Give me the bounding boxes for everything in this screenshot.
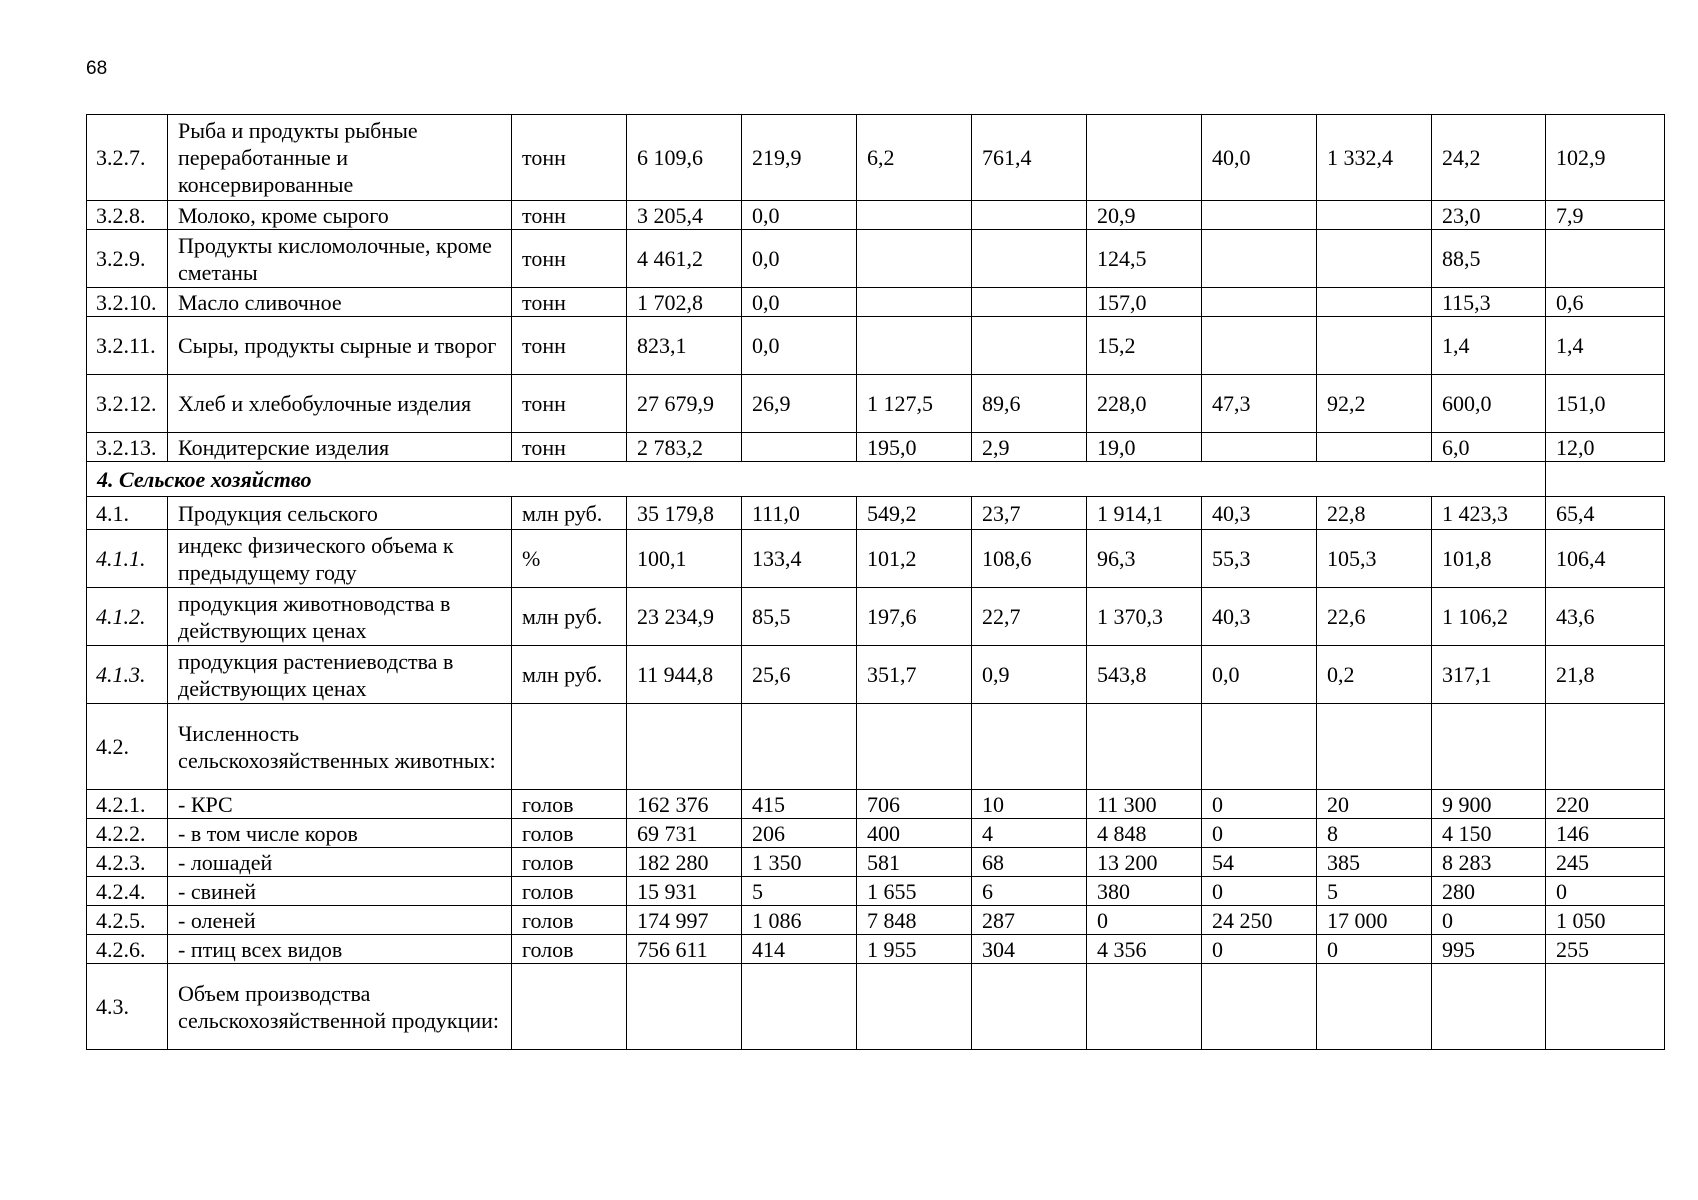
value-cell: 85,5	[742, 588, 857, 646]
row-code: 3.2.8.	[87, 201, 168, 230]
value-cell: 823,1	[627, 317, 742, 375]
value-cell: 195,0	[857, 433, 972, 462]
row-name: продукция животноводства в действующих ценах	[168, 588, 512, 646]
value-cell	[857, 288, 972, 317]
value-cell: 6	[972, 877, 1087, 906]
value-cell	[972, 230, 1087, 288]
value-cell: 35 179,8	[627, 497, 742, 530]
row-unit: голов	[512, 819, 627, 848]
value-cell: 2,9	[972, 433, 1087, 462]
statistics-table	[86, 114, 1665, 1050]
value-cell: 4 356	[1087, 935, 1202, 964]
value-cell: 0	[1317, 935, 1432, 964]
row-name: - в том числе коров	[168, 819, 512, 848]
row-name: Продукты кисломолочные, кроме сметаны	[168, 230, 512, 288]
value-cell: 1 106,2	[1432, 588, 1546, 646]
value-cell: 0	[1087, 906, 1202, 935]
value-cell: 100,1	[627, 530, 742, 588]
row-unit: млн руб.	[512, 497, 627, 530]
value-cell: 995	[1432, 935, 1546, 964]
value-cell: 280	[1432, 877, 1546, 906]
value-cell: 40,0	[1202, 115, 1317, 201]
value-cell	[1317, 317, 1432, 375]
row-code: 4.1.2.	[87, 588, 168, 646]
value-cell	[857, 201, 972, 230]
value-cell: 7,9	[1546, 201, 1665, 230]
table-row	[87, 115, 1665, 201]
value-cell: 151,0	[1546, 375, 1665, 433]
row-code: 4.2.6.	[87, 935, 168, 964]
row-name: индекс физического объема к предыдущему году	[168, 530, 512, 588]
table-row	[87, 588, 1665, 646]
value-cell	[742, 964, 857, 1050]
value-cell: 65,4	[1546, 497, 1665, 530]
row-name: - оленей	[168, 906, 512, 935]
value-cell: 0,2	[1317, 646, 1432, 704]
row-code: 4.1.	[87, 497, 168, 530]
value-cell	[1202, 964, 1317, 1050]
table-row	[87, 375, 1665, 433]
row-unit: голов	[512, 877, 627, 906]
value-cell: 105,3	[1317, 530, 1432, 588]
row-code: 3.2.13.	[87, 433, 168, 462]
row-unit: тонн	[512, 115, 627, 201]
value-cell: 6,0	[1432, 433, 1546, 462]
value-cell	[1432, 704, 1546, 790]
row-unit: тонн	[512, 288, 627, 317]
value-cell: 102,9	[1546, 115, 1665, 201]
table-row	[87, 433, 1665, 462]
value-cell: 108,6	[972, 530, 1087, 588]
value-cell: 304	[972, 935, 1087, 964]
value-cell: 0	[1546, 877, 1665, 906]
value-cell	[1202, 704, 1317, 790]
value-cell: 543,8	[1087, 646, 1202, 704]
value-cell: 88,5	[1432, 230, 1546, 288]
value-cell: 24,2	[1432, 115, 1546, 201]
value-cell: 2 783,2	[627, 433, 742, 462]
value-cell	[1087, 964, 1202, 1050]
value-cell: 22,6	[1317, 588, 1432, 646]
value-cell: 19,0	[1087, 433, 1202, 462]
value-cell	[972, 288, 1087, 317]
value-cell: 10	[972, 790, 1087, 819]
value-cell: 1 702,8	[627, 288, 742, 317]
value-cell: 6 109,6	[627, 115, 742, 201]
value-cell	[1546, 230, 1665, 288]
value-cell: 0,0	[742, 201, 857, 230]
table-row	[87, 877, 1665, 906]
value-cell: 581	[857, 848, 972, 877]
value-cell: 22,8	[1317, 497, 1432, 530]
value-cell: 21,8	[1546, 646, 1665, 704]
table-row	[87, 317, 1665, 375]
value-cell	[627, 704, 742, 790]
row-unit: тонн	[512, 317, 627, 375]
value-cell: 174 997	[627, 906, 742, 935]
table-row	[87, 230, 1665, 288]
value-cell: 101,2	[857, 530, 972, 588]
row-unit: голов	[512, 790, 627, 819]
table-row	[87, 819, 1665, 848]
value-cell	[857, 230, 972, 288]
row-code: 3.2.7.	[87, 115, 168, 201]
value-cell: 385	[1317, 848, 1432, 877]
row-name: Численность сельскохозяйственных животных:	[168, 704, 512, 790]
value-cell: 414	[742, 935, 857, 964]
row-unit: тонн	[512, 433, 627, 462]
value-cell: 197,6	[857, 588, 972, 646]
value-cell: 69 731	[627, 819, 742, 848]
table-row	[87, 646, 1665, 704]
table-row	[87, 935, 1665, 964]
value-cell: 761,4	[972, 115, 1087, 201]
table-row	[87, 288, 1665, 317]
row-name: Продукция сельского	[168, 497, 512, 530]
value-cell: 182 280	[627, 848, 742, 877]
row-unit: голов	[512, 935, 627, 964]
value-cell: 1 332,4	[1317, 115, 1432, 201]
value-cell	[972, 964, 1087, 1050]
value-cell	[1202, 230, 1317, 288]
value-cell: 157,0	[1087, 288, 1202, 317]
value-cell: 0,0	[742, 230, 857, 288]
value-cell: 133,4	[742, 530, 857, 588]
row-unit: млн руб.	[512, 588, 627, 646]
value-cell: 8 283	[1432, 848, 1546, 877]
value-cell: 54	[1202, 848, 1317, 877]
value-cell: 600,0	[1432, 375, 1546, 433]
value-cell: 11 944,8	[627, 646, 742, 704]
row-name: Масло сливочное	[168, 288, 512, 317]
table-row	[87, 848, 1665, 877]
row-code: 4.2.3.	[87, 848, 168, 877]
table-row	[87, 704, 1665, 790]
value-cell: 245	[1546, 848, 1665, 877]
value-cell: 20	[1317, 790, 1432, 819]
row-code: 3.2.10.	[87, 288, 168, 317]
value-cell	[1087, 704, 1202, 790]
value-cell	[1317, 964, 1432, 1050]
value-cell: 6,2	[857, 115, 972, 201]
value-cell: 47,3	[1202, 375, 1317, 433]
value-cell: 0,0	[742, 317, 857, 375]
value-cell: 1 127,5	[857, 375, 972, 433]
table-body	[87, 115, 1665, 1050]
row-unit	[512, 964, 627, 1050]
value-cell: 1 955	[857, 935, 972, 964]
value-cell: 1 350	[742, 848, 857, 877]
row-name: Хлеб и хлебобулочные изделия	[168, 375, 512, 433]
value-cell: 0,0	[1202, 646, 1317, 704]
value-cell: 55,3	[1202, 530, 1317, 588]
value-cell: 11 300	[1087, 790, 1202, 819]
value-cell: 0	[1202, 790, 1317, 819]
row-name: - птиц всех видов	[168, 935, 512, 964]
value-cell	[742, 704, 857, 790]
value-cell: 1 914,1	[1087, 497, 1202, 530]
value-cell: 146	[1546, 819, 1665, 848]
row-unit: голов	[512, 906, 627, 935]
value-cell	[1317, 433, 1432, 462]
value-cell: 92,2	[1317, 375, 1432, 433]
value-cell: 4 150	[1432, 819, 1546, 848]
value-cell: 40,3	[1202, 497, 1317, 530]
value-cell: 5	[1317, 877, 1432, 906]
row-unit: млн руб.	[512, 646, 627, 704]
row-code: 4.2.2.	[87, 819, 168, 848]
row-code: 4.2.4.	[87, 877, 168, 906]
value-cell: 101,8	[1432, 530, 1546, 588]
row-unit: голов	[512, 848, 627, 877]
value-cell: 0,6	[1546, 288, 1665, 317]
value-cell: 0	[1432, 906, 1546, 935]
value-cell: 15 931	[627, 877, 742, 906]
value-cell: 4	[972, 819, 1087, 848]
page-number: 68	[86, 58, 108, 79]
value-cell: 115,3	[1432, 288, 1546, 317]
value-cell: 23 234,9	[627, 588, 742, 646]
row-code: 4.3.	[87, 964, 168, 1050]
value-cell: 24 250	[1202, 906, 1317, 935]
value-cell: 415	[742, 790, 857, 819]
value-cell: 1 655	[857, 877, 972, 906]
value-cell	[1546, 704, 1665, 790]
row-name: - КРС	[168, 790, 512, 819]
row-unit	[512, 704, 627, 790]
row-code: 4.2.	[87, 704, 168, 790]
value-cell	[1202, 433, 1317, 462]
value-cell: 0	[1202, 819, 1317, 848]
value-cell: 351,7	[857, 646, 972, 704]
value-cell: 1,4	[1432, 317, 1546, 375]
value-cell	[1087, 115, 1202, 201]
value-cell	[742, 433, 857, 462]
value-cell: 43,6	[1546, 588, 1665, 646]
value-cell: 89,6	[972, 375, 1087, 433]
value-cell: 23,0	[1432, 201, 1546, 230]
section-title: 4. Сельское хозяйство	[87, 462, 1546, 497]
value-cell: 162 376	[627, 790, 742, 819]
value-cell: 111,0	[742, 497, 857, 530]
value-cell: 287	[972, 906, 1087, 935]
row-unit: тонн	[512, 201, 627, 230]
value-cell: 4 461,2	[627, 230, 742, 288]
value-cell: 106,4	[1546, 530, 1665, 588]
value-cell: 228,0	[1087, 375, 1202, 433]
value-cell: 3 205,4	[627, 201, 742, 230]
value-cell: 1,4	[1546, 317, 1665, 375]
value-cell: 0,9	[972, 646, 1087, 704]
value-cell: 26,9	[742, 375, 857, 433]
value-cell	[627, 964, 742, 1050]
row-name: Кондитерские изделия	[168, 433, 512, 462]
value-cell: 13 200	[1087, 848, 1202, 877]
value-cell: 1 086	[742, 906, 857, 935]
row-code: 4.2.5.	[87, 906, 168, 935]
row-code: 4.1.3.	[87, 646, 168, 704]
row-code: 4.1.1.	[87, 530, 168, 588]
value-cell	[1317, 201, 1432, 230]
value-cell: 317,1	[1432, 646, 1546, 704]
row-code: 3.2.9.	[87, 230, 168, 288]
value-cell	[1202, 317, 1317, 375]
row-code: 3.2.12.	[87, 375, 168, 433]
value-cell: 0	[1202, 877, 1317, 906]
value-cell: 756 611	[627, 935, 742, 964]
value-cell	[857, 964, 972, 1050]
value-cell: 206	[742, 819, 857, 848]
value-cell: 17 000	[1317, 906, 1432, 935]
value-cell: 5	[742, 877, 857, 906]
value-cell: 9 900	[1432, 790, 1546, 819]
value-cell: 96,3	[1087, 530, 1202, 588]
value-cell: 706	[857, 790, 972, 819]
value-cell: 12,0	[1546, 433, 1665, 462]
table-row	[87, 964, 1665, 1050]
value-cell: 25,6	[742, 646, 857, 704]
value-cell: 549,2	[857, 497, 972, 530]
value-cell: 1 370,3	[1087, 588, 1202, 646]
table-row	[87, 906, 1665, 935]
value-cell	[972, 704, 1087, 790]
value-cell	[1432, 964, 1546, 1050]
row-unit: тонн	[512, 230, 627, 288]
table-row	[87, 530, 1665, 588]
value-cell	[1317, 230, 1432, 288]
value-cell: 219,9	[742, 115, 857, 201]
value-cell	[857, 317, 972, 375]
value-cell	[1317, 704, 1432, 790]
row-unit: тонн	[512, 375, 627, 433]
row-name: продукция растениеводства в действующих ценах	[168, 646, 512, 704]
value-cell: 255	[1546, 935, 1665, 964]
value-cell	[857, 704, 972, 790]
row-name: Молоко, кроме сырого	[168, 201, 512, 230]
row-name: Сыры, продукты сырные и творог	[168, 317, 512, 375]
value-cell: 0	[1202, 935, 1317, 964]
value-cell	[1202, 201, 1317, 230]
value-cell: 68	[972, 848, 1087, 877]
value-cell: 40,3	[1202, 588, 1317, 646]
value-cell: 4 848	[1087, 819, 1202, 848]
table-row	[87, 790, 1665, 819]
value-cell: 380	[1087, 877, 1202, 906]
value-cell: 1 423,3	[1432, 497, 1546, 530]
value-cell	[1546, 964, 1665, 1050]
row-name: Объем производства сельскохозяйственной продукции:	[168, 964, 512, 1050]
row-code: 4.2.1.	[87, 790, 168, 819]
row-name: - свиней	[168, 877, 512, 906]
value-cell: 220	[1546, 790, 1665, 819]
row-name: Рыба и продукты рыбные переработанные и консервированные	[168, 115, 512, 201]
value-cell: 1 050	[1546, 906, 1665, 935]
value-cell	[1202, 288, 1317, 317]
value-cell: 0,0	[742, 288, 857, 317]
value-cell: 8	[1317, 819, 1432, 848]
value-cell: 27 679,9	[627, 375, 742, 433]
row-unit: %	[512, 530, 627, 588]
value-cell	[1317, 288, 1432, 317]
value-cell: 22,7	[972, 588, 1087, 646]
table-row	[87, 497, 1665, 530]
value-cell	[972, 317, 1087, 375]
value-cell: 7 848	[857, 906, 972, 935]
section-heading-row	[87, 462, 1665, 497]
row-code: 3.2.11.	[87, 317, 168, 375]
row-name: - лошадей	[168, 848, 512, 877]
value-cell: 23,7	[972, 497, 1087, 530]
value-cell: 20,9	[1087, 201, 1202, 230]
value-cell: 15,2	[1087, 317, 1202, 375]
value-cell: 400	[857, 819, 972, 848]
value-cell: 124,5	[1087, 230, 1202, 288]
table-row	[87, 201, 1665, 230]
value-cell	[972, 201, 1087, 230]
